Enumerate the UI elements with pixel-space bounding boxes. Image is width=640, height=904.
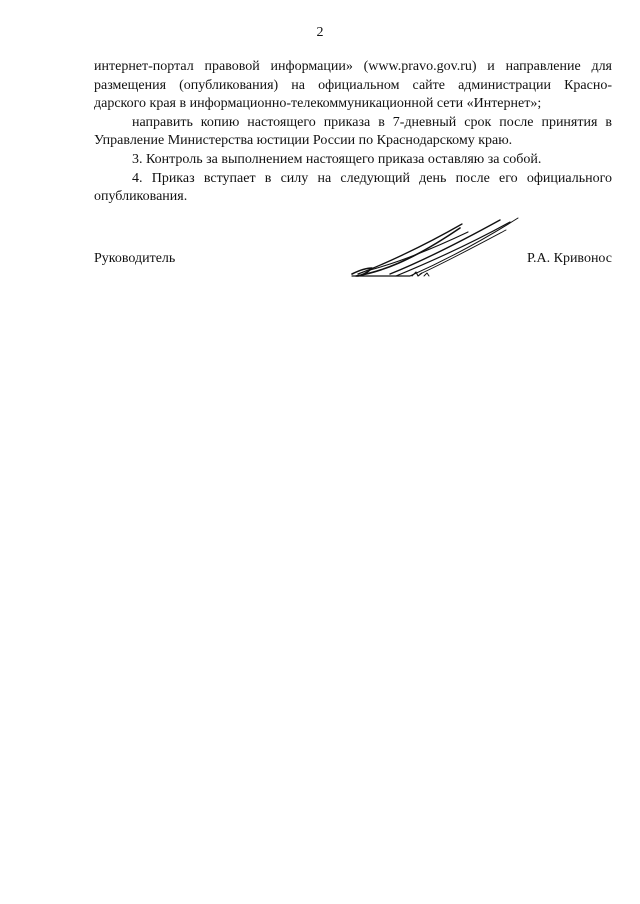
text-line: направить копию настоящего приказа в 7-дневный срок после принятия в (132, 114, 612, 130)
signatory-title: Руководитель (94, 251, 176, 266)
text-line: размещения (опубликования) на официальном сайте администрации Красно- (94, 77, 612, 93)
paragraph-portal (94, 58, 612, 114)
signature-block (94, 250, 612, 280)
document-body (94, 58, 612, 207)
signatory-name: Р.А. Кривонос (526, 251, 612, 266)
text-line: 4. Приказ вступает в силу на следующий день после его официального (132, 170, 612, 186)
handwritten-signature (350, 210, 520, 280)
text-line: опубликования. (94, 189, 188, 205)
paragraph-effective-date (94, 170, 612, 207)
text-line: дарского края в информационно-телекоммуникационной сети «Интернет»; (94, 96, 542, 112)
paragraph-control (94, 151, 612, 170)
page-number: 2 (316, 25, 324, 40)
text-line: Управление Министерства юстиции России по Краснодарскому краю. (94, 133, 513, 149)
text-line: 3. Контроль за выполнением настоящего приказа оставляю за собой. (132, 151, 542, 167)
paragraph-send-copy (94, 114, 612, 151)
text-line: интернет-портал правовой информации» (www.pravo.gov.ru) и направление для (94, 59, 612, 74)
